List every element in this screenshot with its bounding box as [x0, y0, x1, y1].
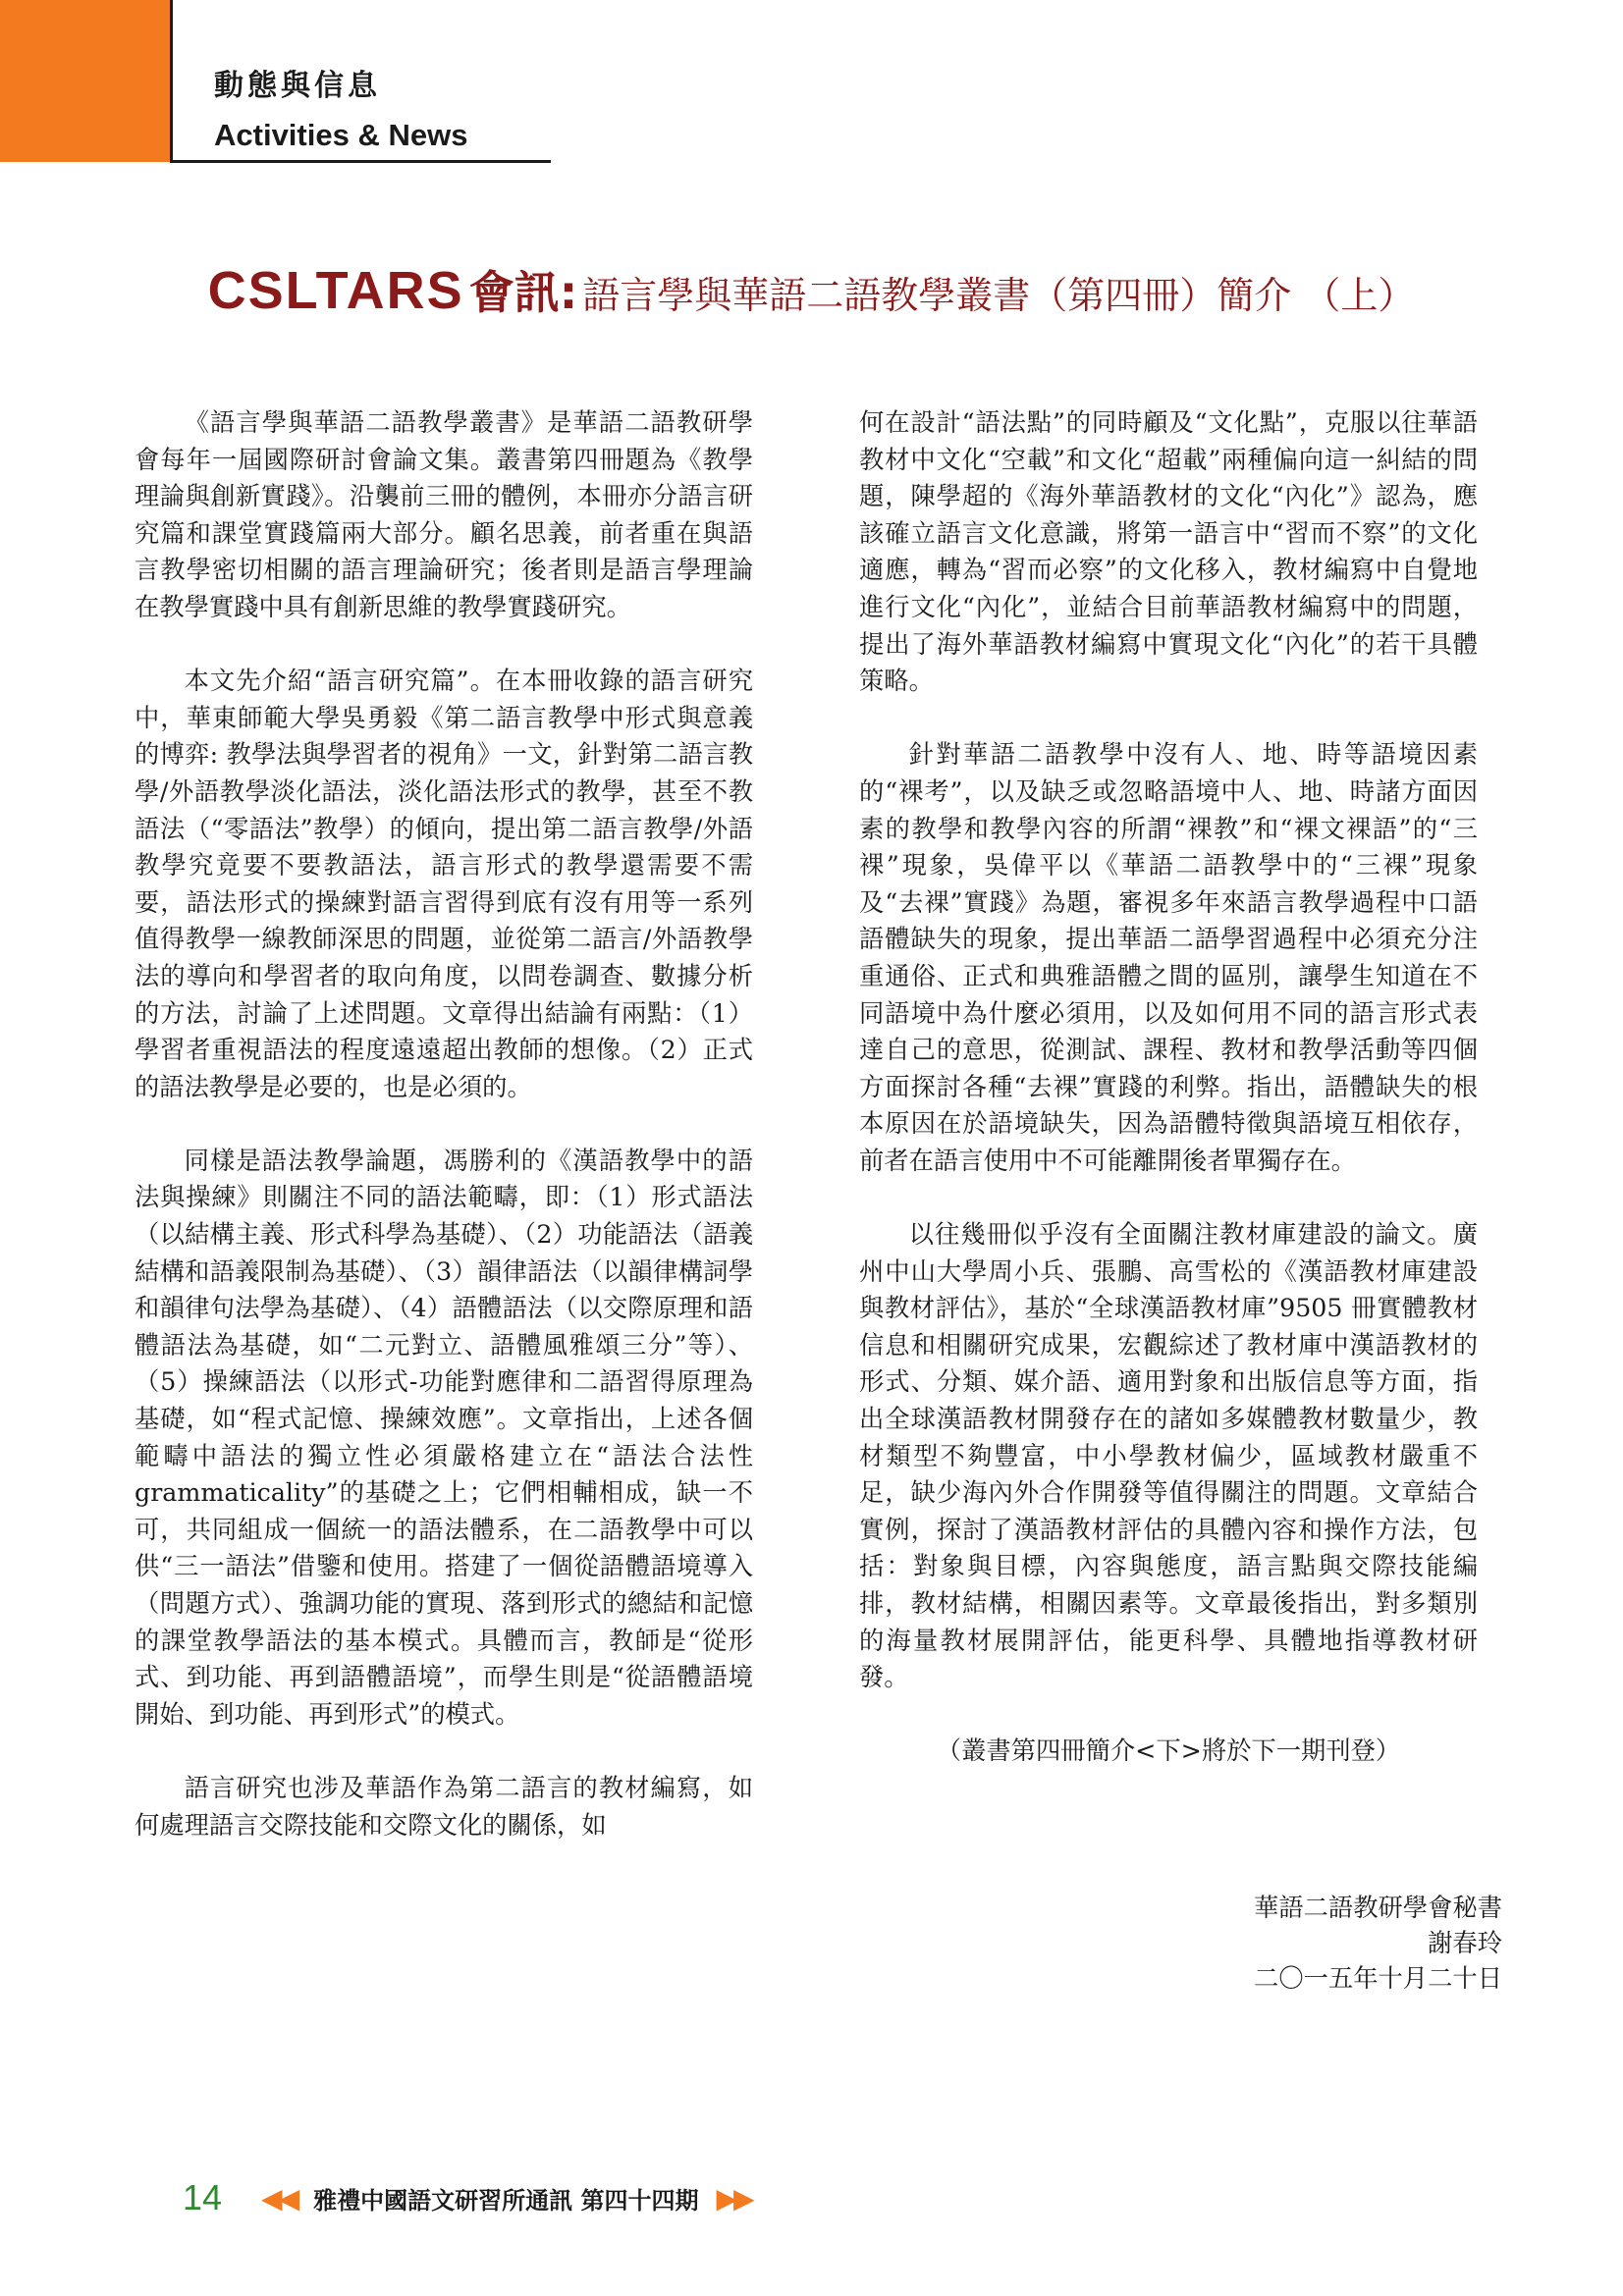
paragraph: 針對華語二語教學中沒有人、地、時等語境因素的“裸考”，以及缺乏或忽略語境中人、地、時諸方面因素的教學和教學內容的所謂“裸教”和“裸文裸語”的“三裸”現象，吳偉平以《華語二語教學中的“三裸”現象及“去裸”實踐》為題，審視多年來語言教學過程中口語語體缺失的現象，提出華語二語學習過程中必須充分注重通俗、正式和典雅語體之間的區別，讓學生知道在不同語境中為什麼必須用，以及如何用不同的語言形式表達自己的意思，從測試、課程、教材和教學活動等四個方面探討各種“去裸”實踐的利弊。指出，語體缺失的根本原因在於語境缺失，因為語體特徵與語境互相依存，前者在語言使用中不可能離開後者單獨存在。 — [859, 740, 1478, 1175]
page-number: 14 — [183, 2177, 223, 2217]
double-arrow-left-icon: ◀◀ — [261, 2181, 297, 2215]
continuation-note: （叢書第四冊簡介<下>將於下一期刊登） — [936, 1736, 1401, 1766]
section-title-chinese: 動態與信息 — [214, 69, 381, 103]
signature-date: 二〇一五年十月二十日 — [1254, 1964, 1502, 1993]
section-title-english: Activities & News — [214, 118, 468, 152]
signature-name: 謝春玲 — [1428, 1929, 1502, 1957]
paragraph: 語言研究也涉及華語作為第二語言的教材編寫，如何處理語言交際技能和交際文化的關係，如 — [135, 1773, 753, 1840]
header-divider — [170, 160, 551, 163]
paragraph: 本文先介紹“語言研究篇”。在本冊收錄的語言研究中，華東師範大學吳勇毅《第二語言教學中形式與意義的博弈: 教學法與學習者的視角》一文，針對第二語言教學/外語教學淡化語法，淡化語法形式的教學，甚至不教語法（“零語法”教學）的傾向，提出第二語言教學/外語教學究竟要不要教語法，語言形式的教學還需要不需要，語法形式的操練對語言習得到底有沒有用等一系列值得教學一線教師深思的問題，並從第二語言/外語教學法的導向和學習者的取向角度，以問卷調查、數據分析的方法，討論了上述問題。文章得出結論有兩點：（1）學習者重視語法的程度遠遠超出教師的想像。（2）正式的語法教學是必要的，也是必須的。 — [135, 667, 753, 1101]
paragraph: 《語言學與華語二語教學叢書》是華語二語教研學會每年一屆國際研討會論文集。叢書第四冊題為《教學理論與創新實踐》。沿襲前三冊的體例，本冊亦分語言研究篇和課堂實踐篇兩大部分。顧名思義，前者重在與語言教學密切相關的語言理論研究；後者則是語言學理論在教學實踐中具有創新思維的教學實踐研究。 — [135, 408, 753, 621]
paragraph: 何在設計“語法點”的同時顧及“文化點”，克服以往華語教材中文化“空載”和文化“超載”兩種偏向這一糾結的問題，陳學超的《海外華語教材的文化“內化”》認為，應該確立語言文化意識，將第一語言中“習而不察”的文化適應，轉為“習而必察”的文化移入，教材編寫中自覺地進行文化“內化”，並結合目前華語教材編寫中的問題，提出了海外華語教材編寫中實現文化“內化”的若干具體策略。 — [859, 408, 1478, 696]
paragraph: 同樣是語法教學論題，馮勝利的《漢語教學中的語法與操練》則關注不同的語法範疇，即：（1）形式語法（以結構主義、形式科學為基礎）、（2）功能語法（語義結構和語義限制為基礎）、（3）韻律語法（以韻律構詞學和韻律句法學為基礎）、（4）語體語法（以交際原理和語體語法為基礎，如“二元對立、語體風雅頌三分”等）、（5）操練語法（以形式-功能對應律和二語習得原理為基礎，如“程式記憶、操練效應”。文章指出，上述各個範疇中語法的獨立性必須嚴格建立在“語法合法性 grammaticality”的基礎之上；它們相輔相成，缺一不可，共同組成一個統一的語法體系，在二語教學中可以供“三一語法”借鑒和使用。搭建了一個從語體語境導入（問題方式）、強調功能的實現、落到形式的總結和記憶的課堂教學語法的基本模式。具體而言，教師是“從形式、到功能、再到語體語境”，而學生則是“從語體語境開始、到功能、再到形式”的模式。 — [135, 1146, 753, 1729]
left-column — [135, 404, 753, 1881]
paragraph: 以往幾冊似乎沒有全面關注教材庫建設的論文。廣州中山大學周小兵、張鵬、高雪松的《漢語教材庫建設與教材評估》，基於“全球漢語教材庫”9505 冊實體教材信息和相關研究成果，宏觀綜述了教材庫中漢語教材的形式、分類、媒介語、適用對象和出版信息等方面，指出全球漢語教材開發存在的諸如多媒體教材數量少，教材類型不夠豐富，中小學教材偏少，區域教材嚴重不足，缺少海內外合作開發等值得關注的問題。文章結合實例，探討了漢語教材評估的具體內容和操作方法，包括：對象與目標，內容與態度，語言點與交際技能編排，教材結構，相關因素等。文章最後指出，對多類別的海量教材展開評估，能更科學、具體地指導教材研發。 — [859, 1220, 1478, 1692]
publication-title: 雅禮中國語文研習所通訊 第四十四期 — [313, 2186, 699, 2215]
title-subtitle: 語言學與華語二語教學叢書（第四冊）簡介 （上） — [582, 274, 1416, 317]
section-header — [214, 61, 467, 153]
right-column — [859, 404, 1478, 1807]
article-title — [0, 257, 1623, 322]
signature-block — [859, 1891, 1502, 1997]
title-acronym: CSLTARS — [207, 261, 464, 320]
section-color-block — [0, 0, 173, 162]
page-footer — [183, 2177, 751, 2218]
title-main: 會訊: — [468, 266, 578, 319]
double-arrow-right-icon: ▶▶ — [716, 2181, 751, 2215]
signature-org: 華語二語教研學會秘書 — [1254, 1894, 1502, 1922]
